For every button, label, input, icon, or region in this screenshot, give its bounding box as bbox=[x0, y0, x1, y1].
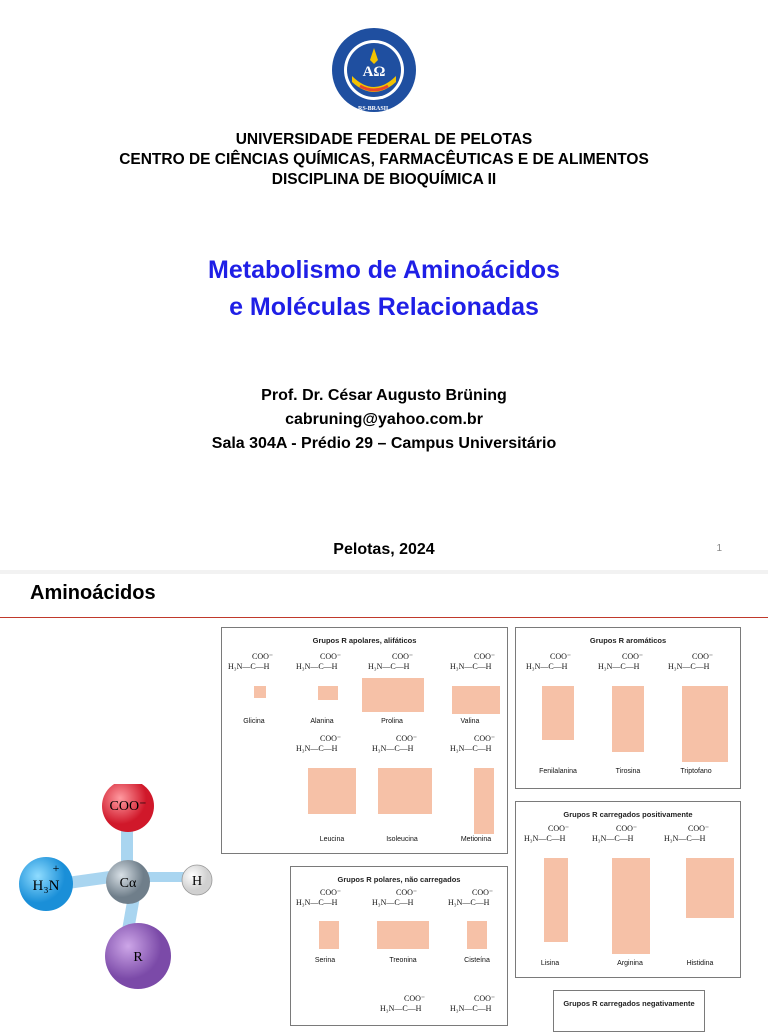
backbone-coo: COO⁻ bbox=[396, 888, 418, 897]
backbone-coo: COO⁻ bbox=[472, 888, 494, 897]
backbone-coo: COO⁻ bbox=[688, 824, 710, 833]
r-group-highlight bbox=[612, 686, 644, 752]
author-block bbox=[0, 384, 768, 456]
r-group-highlight bbox=[378, 768, 432, 814]
r-group-highlight bbox=[377, 921, 429, 949]
backbone-h3n: H₃N—C—H bbox=[664, 834, 706, 843]
amino-acid-backbone bbox=[368, 652, 413, 672]
presentation-title bbox=[0, 252, 768, 326]
backbone-h3n: H₃N—C—H bbox=[450, 1004, 492, 1013]
amino-acid-backbone bbox=[296, 734, 341, 754]
amino-acid-model bbox=[14, 784, 224, 1004]
title-underline bbox=[0, 617, 768, 618]
amino-acid-backbone bbox=[668, 652, 713, 672]
backbone-h3n: H₃N—C—H bbox=[380, 1004, 422, 1013]
r-group-highlight bbox=[319, 921, 339, 949]
amino-acid-backbone bbox=[664, 824, 709, 844]
r-group-highlight bbox=[308, 768, 356, 814]
amino-acid-backbone bbox=[296, 652, 341, 672]
model-plus-label: + bbox=[52, 861, 60, 875]
backbone-h3n: H₃N—C—H bbox=[450, 744, 492, 753]
r-group-highlight bbox=[318, 686, 338, 700]
backbone-coo: COO⁻ bbox=[320, 734, 342, 743]
panel-title: Grupos R apolares, alifáticos bbox=[312, 636, 417, 645]
university-logo bbox=[330, 26, 418, 114]
aa-name-arginina: Arginina bbox=[617, 960, 643, 967]
model-coo-label: COO⁻ bbox=[109, 799, 147, 814]
logo-bottom-text: RS-BRASIL bbox=[357, 106, 391, 112]
r-group-highlight bbox=[467, 921, 487, 949]
aa-name-cisteina: Cisteína bbox=[464, 957, 490, 964]
aa-name-isoleucina: Isoleucina bbox=[386, 836, 418, 843]
backbone-coo: COO⁻ bbox=[550, 652, 572, 661]
backbone-h3n: H₃N—C—H bbox=[526, 662, 568, 671]
title-line: e Moléculas Relacionadas bbox=[229, 293, 539, 321]
backbone-coo: COO⁻ bbox=[692, 652, 714, 661]
amino-acid-backbone bbox=[526, 652, 571, 672]
author-email: cabruning@yahoo.com.br bbox=[285, 411, 483, 428]
amino-acid-backbone bbox=[228, 652, 273, 672]
logo-center-text: AΩ bbox=[362, 64, 386, 80]
aa-name-fenilalanina: Fenilalanina bbox=[539, 768, 577, 775]
backbone-coo: COO⁻ bbox=[474, 652, 496, 661]
page-number: 1 bbox=[716, 543, 722, 554]
panel-title: Grupos R carregados negativamente bbox=[563, 999, 695, 1008]
amino-acid-backbone bbox=[450, 734, 495, 754]
aa-name-prolina: Prolina bbox=[381, 718, 403, 725]
backbone-coo: COO⁻ bbox=[320, 888, 342, 897]
aa-name-tirosina: Tirosina bbox=[615, 768, 641, 775]
header-line: CENTRO DE CIÊNCIAS QUÍMICAS, FARMACÊUTICAS E DE ALIMENTOS bbox=[119, 151, 649, 168]
author-name: Prof. Dr. César Augusto Brüning bbox=[261, 387, 507, 404]
backbone-coo: COO⁻ bbox=[616, 824, 638, 833]
amino-acid-backbone bbox=[380, 994, 425, 1014]
amino-acid-backbone bbox=[598, 652, 643, 672]
backbone-h3n: H₃N—C—H bbox=[592, 834, 634, 843]
backbone-h3n: H₃N—C—H bbox=[524, 834, 566, 843]
backbone-h3n: H₃N—C—H bbox=[372, 898, 414, 907]
aa-name-triptofano: Triptofano bbox=[680, 768, 712, 775]
panel-title: Grupos R polares, não carregados bbox=[337, 875, 461, 884]
r-group-highlight bbox=[682, 686, 728, 762]
aa-name-metionina: Metionina bbox=[460, 836, 492, 843]
backbone-coo: COO⁻ bbox=[474, 994, 496, 1003]
panel-title: Grupos R aromáticos bbox=[589, 636, 667, 645]
title-line: Metabolismo de Aminoácidos bbox=[208, 256, 560, 284]
amino-acid-backbone bbox=[450, 994, 495, 1014]
amino-acids-slide bbox=[0, 574, 768, 1024]
backbone-coo: COO⁻ bbox=[404, 994, 426, 1003]
backbone-coo: COO⁻ bbox=[396, 734, 418, 743]
r-group-highlight bbox=[254, 686, 266, 698]
backbone-h3n: H₃N—C—H bbox=[450, 662, 492, 671]
aa-name-treonina: Treonina bbox=[389, 957, 417, 964]
backbone-h3n: H₃N—C—H bbox=[448, 898, 490, 907]
amino-acid-backbone bbox=[372, 888, 417, 908]
panel-title: Grupos R carregados positivamente bbox=[563, 810, 693, 819]
aa-name-lisina: Lisina bbox=[540, 960, 560, 967]
r-group-highlight bbox=[542, 686, 574, 740]
r-group-highlight bbox=[686, 858, 734, 918]
aa-name-glicina: Glicina bbox=[243, 718, 265, 725]
backbone-coo: COO⁻ bbox=[252, 652, 274, 661]
model-ca-label: Cα bbox=[119, 876, 137, 891]
model-h3n-label: H₃N bbox=[32, 878, 60, 894]
backbone-h3n: H₃N—C—H bbox=[668, 662, 710, 671]
aa-name-histidina: Histidina bbox=[686, 960, 714, 967]
backbone-coo: COO⁻ bbox=[622, 652, 644, 661]
amino-acid-backbone bbox=[450, 652, 495, 672]
aa-name-valina: Valina bbox=[460, 718, 480, 725]
amino-acid-backbone bbox=[592, 824, 637, 844]
r-group-highlight bbox=[474, 768, 494, 834]
amino-acid-backbone bbox=[524, 824, 569, 844]
amino-acid-backbone bbox=[296, 888, 341, 908]
header-block bbox=[0, 130, 768, 190]
backbone-coo: COO⁻ bbox=[320, 652, 342, 661]
backbone-h3n: H₃N—C—H bbox=[372, 744, 414, 753]
r-group-highlight bbox=[452, 686, 500, 714]
backbone-coo: COO⁻ bbox=[474, 734, 496, 743]
backbone-h3n: H₃N—C—H bbox=[296, 898, 338, 907]
header-line: DISCIPLINA DE BIOQUÍMICA II bbox=[271, 171, 497, 188]
r-group-highlight bbox=[612, 858, 650, 954]
model-r-label: R bbox=[133, 950, 143, 965]
r-group-highlight bbox=[362, 678, 424, 712]
backbone-h3n: H₃N—C—H bbox=[598, 662, 640, 671]
aa-name-leucina: Leucina bbox=[319, 836, 345, 843]
panel-negative bbox=[553, 990, 705, 1032]
slide-title: Aminoácidos bbox=[30, 582, 156, 604]
header-line: UNIVERSIDADE FEDERAL DE PELOTAS bbox=[235, 131, 533, 148]
amino-acid-backbone bbox=[372, 734, 417, 754]
model-h-label: H bbox=[191, 874, 203, 889]
r-group-highlight bbox=[544, 858, 568, 942]
backbone-h3n: H₃N—C—H bbox=[228, 662, 270, 671]
aa-name-serina: Serina bbox=[314, 957, 336, 964]
backbone-h3n: H₃N—C—H bbox=[296, 662, 338, 671]
amino-acid-backbone bbox=[448, 888, 493, 908]
backbone-coo: COO⁻ bbox=[548, 824, 570, 833]
backbone-coo: COO⁻ bbox=[392, 652, 414, 661]
place-date: Pelotas, 2024 bbox=[333, 541, 435, 558]
author-room: Sala 304A - Prédio 29 – Campus Universitário bbox=[211, 435, 557, 452]
aa-name-alanina: Alanina bbox=[310, 718, 334, 725]
backbone-h3n: H₃N—C—H bbox=[296, 744, 338, 753]
backbone-h3n: H₃N—C—H bbox=[368, 662, 410, 671]
